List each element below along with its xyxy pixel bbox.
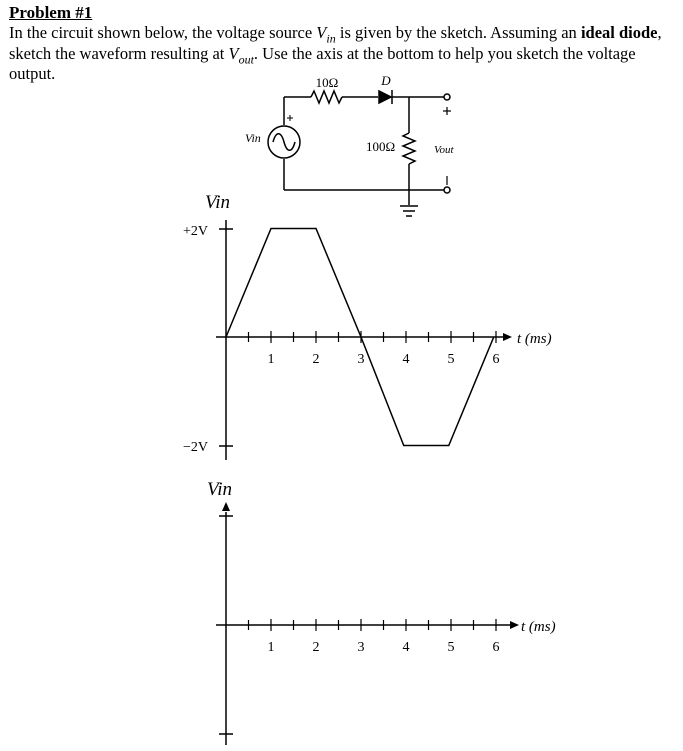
answer-x-tick-label-1: 1 bbox=[267, 640, 275, 655]
problem-title: Problem #1 bbox=[9, 3, 93, 22]
answer-x-tick-labels bbox=[268, 640, 500, 655]
vin-y-axis-label: Vin bbox=[205, 192, 230, 213]
vin-x-tick-label-2: 2 bbox=[312, 352, 320, 367]
vin-x-tick-labels bbox=[268, 352, 500, 367]
vin-x-tick-label-6: 6 bbox=[492, 352, 500, 367]
ideal-diode-emphasis: ideal diode bbox=[580, 23, 658, 42]
answer-x-tick-label-4: 4 bbox=[402, 640, 410, 655]
diode-label: D bbox=[381, 73, 391, 88]
answer-y-axis-label: Vin bbox=[207, 479, 232, 500]
vout-plus-terminal bbox=[444, 94, 450, 100]
vout-label: Vout bbox=[434, 144, 454, 156]
answer-x-tick-label-2: 2 bbox=[312, 640, 320, 655]
vout-minus-terminal bbox=[444, 187, 450, 193]
vout-answer-chart bbox=[207, 479, 556, 745]
vin-x-axis-label: t (ms) bbox=[517, 331, 552, 347]
answer-y-arrowhead bbox=[222, 502, 230, 511]
source-label: Vin bbox=[245, 131, 261, 145]
vout-symbol: $V_{out}$ bbox=[228, 43, 254, 66]
answer-x-tick-label-5: 5 bbox=[447, 640, 455, 655]
statement-part-4: . Use the axis at the bottom to help you sketch the voltage output. bbox=[9, 43, 636, 83]
vin-x-tick-label-1: 1 bbox=[267, 352, 275, 367]
vin-x-tick-label-5: 5 bbox=[447, 352, 455, 367]
circuit-labels bbox=[245, 73, 455, 156]
vin-y-tick-label-pos: +2V bbox=[183, 224, 209, 239]
diode-symbol bbox=[379, 91, 391, 103]
statement-part-2: is given by the sketch. Assuming an bbox=[335, 23, 581, 42]
resistor-100-ohm bbox=[403, 133, 415, 164]
circuit-diagram bbox=[268, 90, 451, 216]
resistor-10-ohm bbox=[311, 91, 342, 103]
ac-source-wave bbox=[273, 134, 295, 151]
r2-label: 100Ω bbox=[366, 139, 396, 154]
vin-y-tick-label-neg: −2V bbox=[183, 440, 209, 455]
vin-symbol: $V_{in}$ bbox=[316, 23, 336, 46]
vin-x-arrowhead bbox=[503, 333, 512, 341]
answer-x-tick-label-6: 6 bbox=[492, 640, 500, 655]
vin-x-tick-label-3: 3 bbox=[357, 352, 365, 367]
answer-x-tick-label-3: 3 bbox=[357, 640, 365, 655]
answer-x-arrowhead bbox=[510, 621, 519, 629]
statement-part-3: , sketch the waveform resulting at bbox=[9, 23, 662, 63]
vin-x-tick-label-4: 4 bbox=[402, 352, 410, 367]
statement-part-1: In the circuit shown below, the voltage source bbox=[9, 23, 317, 42]
vin-chart bbox=[183, 192, 552, 460]
answer-x-axis-label: t (ms) bbox=[521, 619, 556, 635]
r1-label: 10Ω bbox=[315, 75, 339, 90]
